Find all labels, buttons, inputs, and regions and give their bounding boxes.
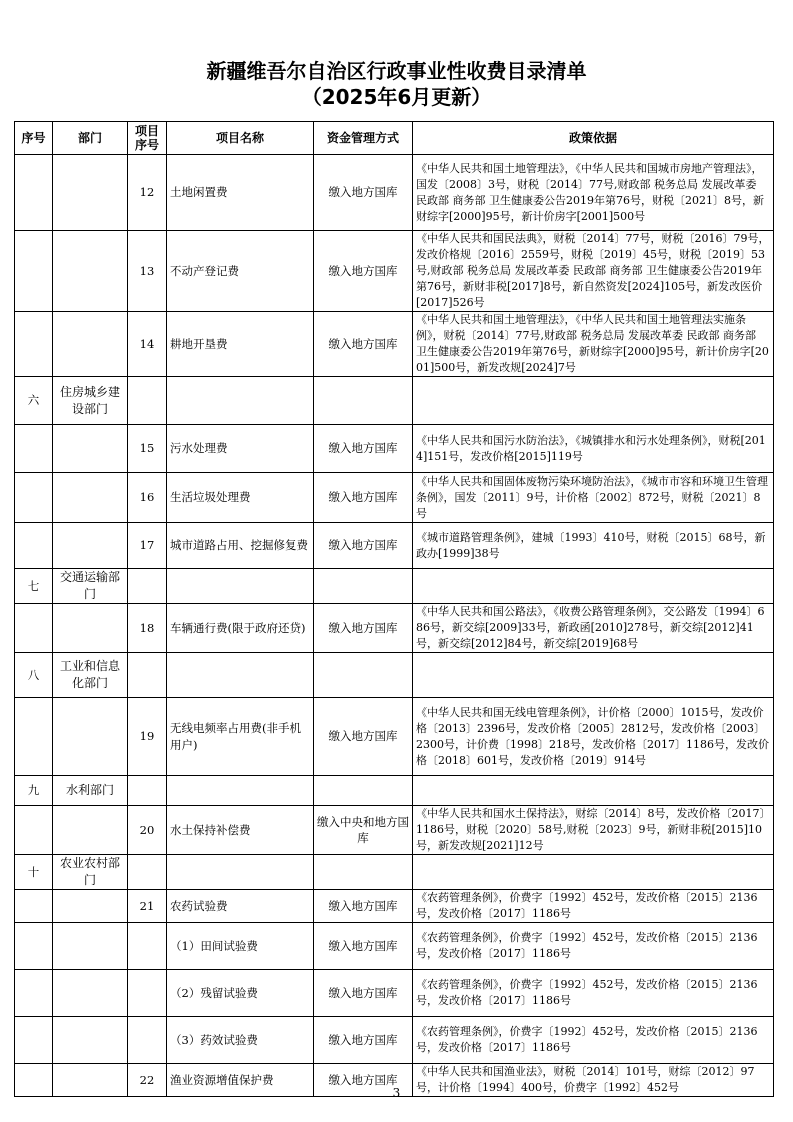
- cell-seq: [15, 698, 53, 776]
- table-row: [15, 604, 774, 653]
- cell-fund: 缴入地方国库: [314, 970, 413, 1017]
- cell-item-no: [128, 377, 167, 425]
- cell-seq: 七: [15, 569, 53, 604]
- cell-item-name: （3）药效试验费: [167, 1017, 314, 1064]
- cell-seq: [15, 231, 53, 312]
- cell-dept: 农业农村部门: [53, 855, 128, 890]
- cell-basis: [413, 569, 774, 604]
- cell-fund: [314, 569, 413, 604]
- cell-basis: 《中华人民共和国民法典》，财税〔2014〕77号，财税〔2016〕79号，发改价格规〔2016〕2559号，财税〔2019〕45号，财税〔2019〕53号,财政部 税务总局 发展改革委 民政部 商务部 卫生健康委公告2019年第76号，新财非税[2017]8号，新自然资发[2024]105号，新发改医价[2017]526号: [413, 231, 774, 312]
- cell-fund: 缴入地方国库: [314, 473, 413, 523]
- cell-basis: 《中华人民共和国固体废物污染环境防治法》，《城市市容和环境卫生管理条例》，国发〔2011〕9号，计价格〔2002〕872号，财税〔2021〕8号: [413, 473, 774, 523]
- cell-item-name: 无线电频率占用费(非手机用户): [167, 698, 314, 776]
- cell-item-no: [128, 970, 167, 1017]
- cell-basis: 《中华人民共和国水土保持法》，财综〔2014〕8号，发改价格〔2017〕1186号，财税〔2020〕58号,财税〔2023〕9号，新财非税[2015]10号，新发改规[2021]12号: [413, 806, 774, 855]
- cell-item-name: 生活垃圾处理费: [167, 473, 314, 523]
- table-row: [15, 653, 774, 698]
- cell-item-name: [167, 855, 314, 890]
- cell-item-no: 18: [128, 604, 167, 653]
- cell-seq: 六: [15, 377, 53, 425]
- cell-basis: [413, 653, 774, 698]
- table-row: [15, 569, 774, 604]
- cell-fund: [314, 377, 413, 425]
- cell-item-no: 16: [128, 473, 167, 523]
- cell-dept: [53, 523, 128, 569]
- fee-table: [14, 121, 774, 1097]
- cell-item-no: [128, 923, 167, 970]
- cell-fund: 缴入地方国库: [314, 425, 413, 473]
- cell-dept: 住房城乡建设部门: [53, 377, 128, 425]
- table-row: [15, 425, 774, 473]
- cell-seq: 九: [15, 776, 53, 806]
- cell-seq: [15, 604, 53, 653]
- cell-item-name: 渔业资源增值保护费: [167, 1064, 314, 1097]
- cell-dept: [53, 890, 128, 923]
- cell-basis: [413, 776, 774, 806]
- cell-item-name: 耕地开垦费: [167, 312, 314, 377]
- cell-dept: [53, 970, 128, 1017]
- cell-basis: 《城市道路管理条例》，建城〔1993〕410号，财税〔2015〕68号，新政办[1999]38号: [413, 523, 774, 569]
- title-main: 新疆维吾尔自治区行政事业性收费目录清单: [206, 59, 587, 83]
- cell-item-no: 19: [128, 698, 167, 776]
- cell-fund: 缴入地方国库: [314, 312, 413, 377]
- cell-fund: 缴入地方国库: [314, 231, 413, 312]
- cell-dept: [53, 604, 128, 653]
- cell-fund: 缴入地方国库: [314, 698, 413, 776]
- table-row: [15, 155, 774, 231]
- table-row: [15, 1017, 774, 1064]
- table-body: [15, 155, 774, 1097]
- cell-item-name: [167, 776, 314, 806]
- header-fund: 资金管理方式: [314, 122, 413, 155]
- cell-fund: 缴入地方国库: [314, 523, 413, 569]
- cell-seq: [15, 155, 53, 231]
- cell-fund: [314, 776, 413, 806]
- table-row: [15, 523, 774, 569]
- cell-dept: [53, 473, 128, 523]
- cell-seq: [15, 806, 53, 855]
- cell-item-name: 水土保持补偿费: [167, 806, 314, 855]
- cell-fund: 缴入地方国库: [314, 604, 413, 653]
- cell-item-no: 13: [128, 231, 167, 312]
- cell-item-no: 15: [128, 425, 167, 473]
- cell-fund: 缴入地方国库: [314, 923, 413, 970]
- cell-seq: [15, 312, 53, 377]
- page-number: 3: [392, 1086, 401, 1100]
- cell-dept: [53, 923, 128, 970]
- cell-item-name: 城市道路占用、挖掘修复费: [167, 523, 314, 569]
- cell-item-no: 22: [128, 1064, 167, 1097]
- cell-dept: [53, 312, 128, 377]
- table-row: [15, 377, 774, 425]
- cell-fund: 缴入地方国库: [314, 1017, 413, 1064]
- cell-item-name: （2）残留试验费: [167, 970, 314, 1017]
- cell-item-name: 污水处理费: [167, 425, 314, 473]
- cell-basis: 《中华人民共和国污水防治法》，《城镇排水和污水处理条例》，财税[2014]151号，发改价格[2015]119号: [413, 425, 774, 473]
- cell-item-name: [167, 653, 314, 698]
- cell-item-name: [167, 377, 314, 425]
- cell-seq: [15, 923, 53, 970]
- table-row: [15, 970, 774, 1017]
- cell-item-no: [128, 776, 167, 806]
- table-row: [15, 312, 774, 377]
- header-item-name: 项目名称: [167, 122, 314, 155]
- cell-fund: 缴入地方国库: [314, 1064, 413, 1097]
- cell-seq: [15, 1017, 53, 1064]
- cell-seq: [15, 473, 53, 523]
- cell-basis: 《中华人民共和国土地管理法》，《中华人民共和国城市房地产管理法》，国发〔2008〕3号，财税〔2014〕77号,财政部 税务总局 发展改革委 民政部 商务部 卫生健康委公告2019年第76号，财税〔2021〕8号，新财综字[2000]95号，新计价房字[2001]500号: [413, 155, 774, 231]
- cell-dept: [53, 231, 128, 312]
- document-title: [0, 58, 793, 110]
- cell-item-no: 12: [128, 155, 167, 231]
- cell-fund: 缴入地方国库: [314, 890, 413, 923]
- cell-item-no: 17: [128, 523, 167, 569]
- cell-item-no: [128, 855, 167, 890]
- table-row: [15, 855, 774, 890]
- cell-basis: 《农药管理条例》，价费字〔1992〕452号，发改价格〔2015〕2136号，发改价格〔2017〕1186号: [413, 970, 774, 1017]
- cell-dept: [53, 155, 128, 231]
- cell-seq: [15, 425, 53, 473]
- cell-fund: [314, 855, 413, 890]
- cell-basis: 《农药管理条例》，价费字〔1992〕452号，发改价格〔2015〕2136号，发改价格〔2017〕1186号: [413, 890, 774, 923]
- table-row: [15, 776, 774, 806]
- cell-item-name: 不动产登记费: [167, 231, 314, 312]
- cell-seq: 八: [15, 653, 53, 698]
- cell-seq: [15, 523, 53, 569]
- header-seq: 序号: [15, 122, 53, 155]
- table-row: [15, 890, 774, 923]
- cell-item-no: 20: [128, 806, 167, 855]
- cell-dept: 工业和信息化部门: [53, 653, 128, 698]
- cell-dept: 交通运输部门: [53, 569, 128, 604]
- cell-dept: [53, 1017, 128, 1064]
- header-dept: 部门: [53, 122, 128, 155]
- cell-item-no: [128, 1017, 167, 1064]
- cell-item-no: [128, 569, 167, 604]
- table-row: [15, 231, 774, 312]
- cell-basis: 《中华人民共和国渔业法》，财税〔2014〕101号，财综〔2012〕97号，计价格〔1994〕400号，价费字〔1992〕452号: [413, 1064, 774, 1097]
- cell-basis: 《农药管理条例》，价费字〔1992〕452号，发改价格〔2015〕2136号，发改价格〔2017〕1186号: [413, 923, 774, 970]
- cell-fund: [314, 653, 413, 698]
- cell-basis: 《中华人民共和国无线电管理条例》，计价格〔2000〕1015号，发改价格〔2013〕2396号，发改价格〔2005〕2812号，发改价格〔2003〕2300号，计价费〔1998〕218号，发改价格〔2017〕1186号，发改价格〔2018〕601号，发改价格〔2019〕914号: [413, 698, 774, 776]
- cell-basis: 《中华人民共和国公路法》，《收费公路管理条例》，交公路发〔1994〕686号，新交综[2009]33号，新政函[2010]278号，新交综[2012]41号，新交综[2012]84号，新交综[2019]68号: [413, 604, 774, 653]
- cell-fund: 缴入中央和地方国库: [314, 806, 413, 855]
- cell-dept: [53, 425, 128, 473]
- cell-item-no: 14: [128, 312, 167, 377]
- header-item-no-text: 项目序号: [134, 124, 159, 152]
- cell-item-no: 21: [128, 890, 167, 923]
- table-row: [15, 923, 774, 970]
- cell-basis: 《中华人民共和国土地管理法》，《中华人民共和国土地管理法实施条例》，财税〔2014〕77号,财政部 税务总局 发展改革委 民政部 商务部 卫生健康委公告2019年第76号，新财综字[2000]95号，新计价房字[2001]500号，新发改规[2024]7号: [413, 312, 774, 377]
- table-row: [15, 473, 774, 523]
- cell-basis: [413, 855, 774, 890]
- header-basis: 政策依据: [413, 122, 774, 155]
- cell-seq: [15, 890, 53, 923]
- cell-item-name: （1）田间试验费: [167, 923, 314, 970]
- cell-basis: [413, 377, 774, 425]
- title-subtitle: （2025年6月更新）: [301, 85, 492, 109]
- table-row: [15, 698, 774, 776]
- cell-basis: 《农药管理条例》，价费字〔1992〕452号，发改价格〔2015〕2136号，发改价格〔2017〕1186号: [413, 1017, 774, 1064]
- table-header-row: [15, 122, 774, 155]
- header-item-no: [128, 122, 167, 155]
- table-row: [15, 806, 774, 855]
- cell-item-name: [167, 569, 314, 604]
- cell-dept: [53, 698, 128, 776]
- cell-item-name: 农药试验费: [167, 890, 314, 923]
- cell-dept: [53, 806, 128, 855]
- cell-item-no: [128, 653, 167, 698]
- cell-item-name: 车辆通行费(限于政府还贷): [167, 604, 314, 653]
- cell-fund: 缴入地方国库: [314, 155, 413, 231]
- cell-seq: [15, 970, 53, 1017]
- cell-item-name: 土地闲置费: [167, 155, 314, 231]
- cell-seq: 十: [15, 855, 53, 890]
- cell-dept: 水利部门: [53, 776, 128, 806]
